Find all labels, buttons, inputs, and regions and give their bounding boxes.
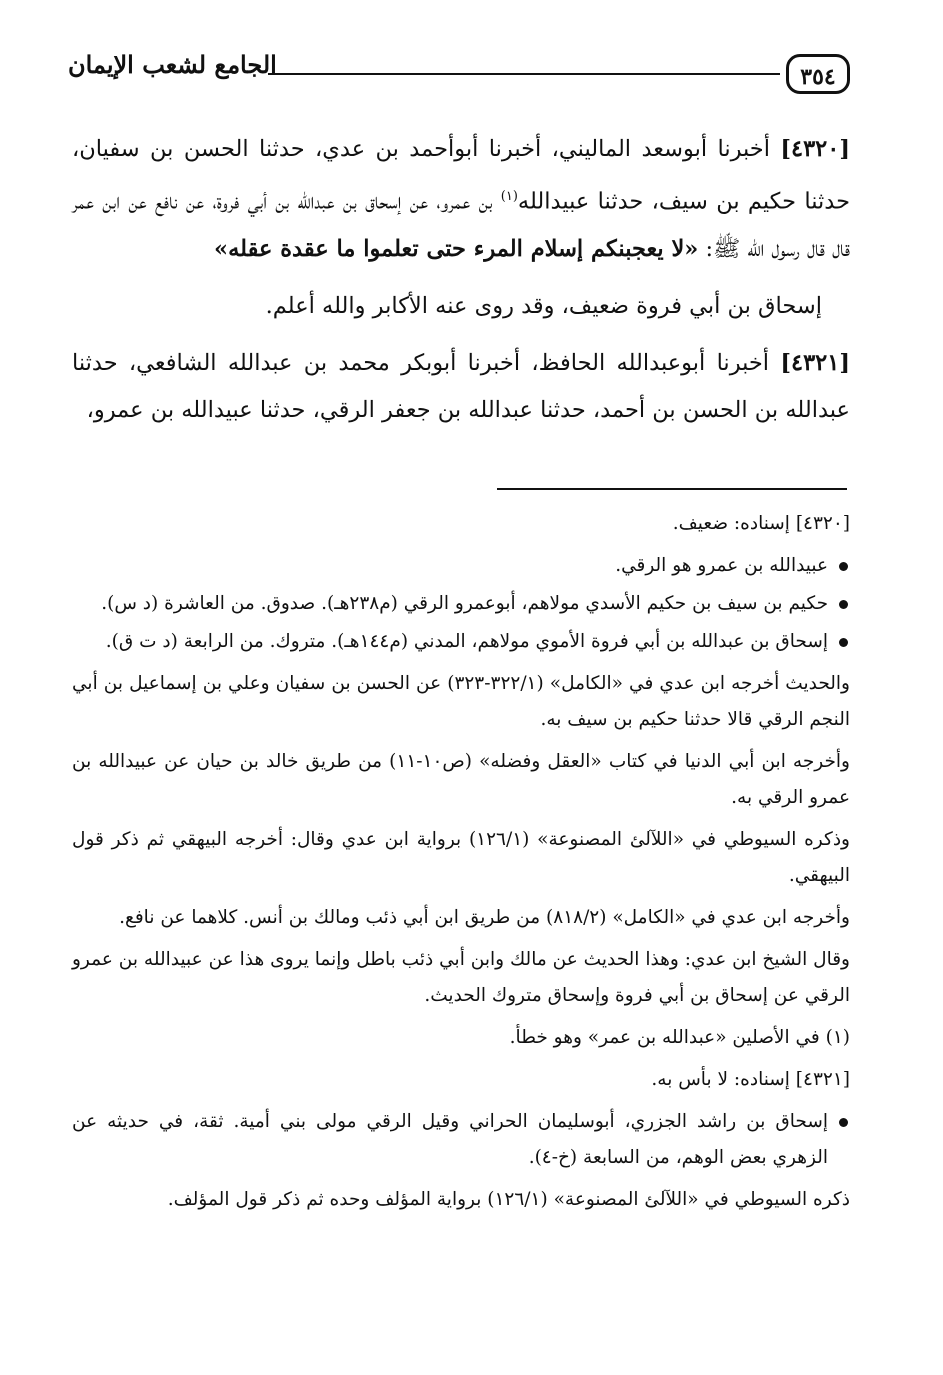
bullet-icon <box>839 600 848 609</box>
footnote-ref: (١) <box>500 189 518 204</box>
footnote-divider <box>497 488 847 490</box>
footnote-paragraph: ذكره السيوطي في «اللآلئ المصنوعة» (١٢٦/١) برواية المؤلف وحده ثم ذكر قول المؤلف. <box>167 1189 850 1210</box>
bullet-icon <box>839 1118 848 1127</box>
narrator-list <box>72 1104 850 1176</box>
footnote-paragraph: والحديث أخرجه ابن عدي في «الكامل» (٣٢٢/١-٣٢٣) عن الحسن بن سفيان وعلي بن إسماعيل بن أبي النجم الرقي قالا حدثنا حكيم بن سيف به. <box>72 673 850 730</box>
list-item <box>72 1104 850 1176</box>
hadith-4320 <box>72 126 850 273</box>
hadith-number: [٤٣٢٠] <box>780 136 850 162</box>
narrator-list <box>72 548 850 660</box>
footnote-heading: [٤٣٢٠] إسناده: ضعيف. <box>672 513 850 534</box>
list-item <box>72 624 850 660</box>
footnote-heading: [٤٣٢١] إسناده: لا بأس به. <box>651 1069 850 1090</box>
list-item <box>72 586 850 622</box>
footnote-1: (١) في الأصلين «عبدالله بن عمر» وهو خطأ. <box>509 1027 850 1048</box>
bullet-icon <box>839 638 848 647</box>
list-item-text: إسحاق بن عبدالله بن أبي فروة الأموي مولاهم، المدني (م١٤٤هـ). متروك. من الرابعة (د ت ق). <box>105 631 828 652</box>
list-item <box>72 548 850 584</box>
list-item-text: عبيدالله بن عمرو هو الرقي. <box>615 555 828 576</box>
hadith-text: بن عمرو، عن إسحاق بن عبدالله بن أبي فروة، عن نافع عن ابن عمر قال قال رسول الله ﷺ: <box>72 188 850 262</box>
footnote-paragraph: وقال الشيخ ابن عدي: وهذا الحديث عن مالك وابن أبي ذئب باطل وإنما يروى هذا عن عبيدالله بن عمرو الرقي عن إسحاق بن أبي فروة وإسحاق متروك الحديث. <box>72 949 850 1006</box>
header-rule <box>268 73 780 75</box>
hadith-text: أخبرنا أبوعبدالله الحافظ، أخبرنا أبوبكر محمد بن عبدالله الشافعي، حدثنا عبدالله بن الحسن بن أحمد، حدثنا عبدالله بن جعفر الرقي، حدثنا عبيدالله بن عمرو، <box>72 349 850 423</box>
list-item-text: حكيم بن سيف بن حكيم الأسدي مولاهم، أبوعمرو الرقي (م٢٣٨هـ). صدوق. من العاشرة (د س). <box>101 593 828 614</box>
hadith-text: أخبرنا أبوسعد الماليني، أخبرنا أبوأحمد بن عدي، حدثنا الحسن بن سفيان، حدثنا حكيم بن سيف، حدثنا عبيدالله <box>72 136 850 215</box>
running-header <box>68 48 850 104</box>
bullet-icon <box>839 562 848 571</box>
hadith-4321 <box>72 340 850 434</box>
hadith-number: [٤٣٢١] <box>780 349 850 376</box>
footnote-paragraph: وذكره السيوطي في «اللآلئ المصنوعة» (١٢٦/١) برواية ابن عدي وقال: أخرجه البيهقي ثم ذكر قول البيهقي. <box>72 829 850 886</box>
main-text <box>72 126 850 444</box>
footnote-paragraph: وأخرجه ابن عدي في «الكامل» (٨١٨/٢) من طريق ابن أبي ذئب ومالك بن أنس. كلاهما عن نافع. <box>119 907 850 928</box>
author-comment: إسحاق بن أبي فروة ضعيف، وقد روى عنه الأكابر والله أعلم. <box>265 292 822 319</box>
footnotes <box>72 506 850 1224</box>
page-number: ٣٥٤ <box>786 54 850 94</box>
book-title: الجامع لشعب الإيمان <box>68 50 277 79</box>
list-item-text: إسحاق بن راشد الجزري، أبوسليمان الحراني وقيل الرقي مولى بني أمية. ثقة، في حديثه عن الزهري بعض الوهم، من السابعة (خ-٤). <box>72 1111 828 1168</box>
hadith-quote: «لا يعجبنكم إسلام المرء حتى تعلموا ما عقدة عقله» <box>214 235 699 262</box>
footnote-paragraph: وأخرجه ابن أبي الدنيا في كتاب «العقل وفضله» (ص١٠-١١) من طريق خالد بن حيان عن عبيدالله بن عمرو الرقي به. <box>72 751 850 808</box>
